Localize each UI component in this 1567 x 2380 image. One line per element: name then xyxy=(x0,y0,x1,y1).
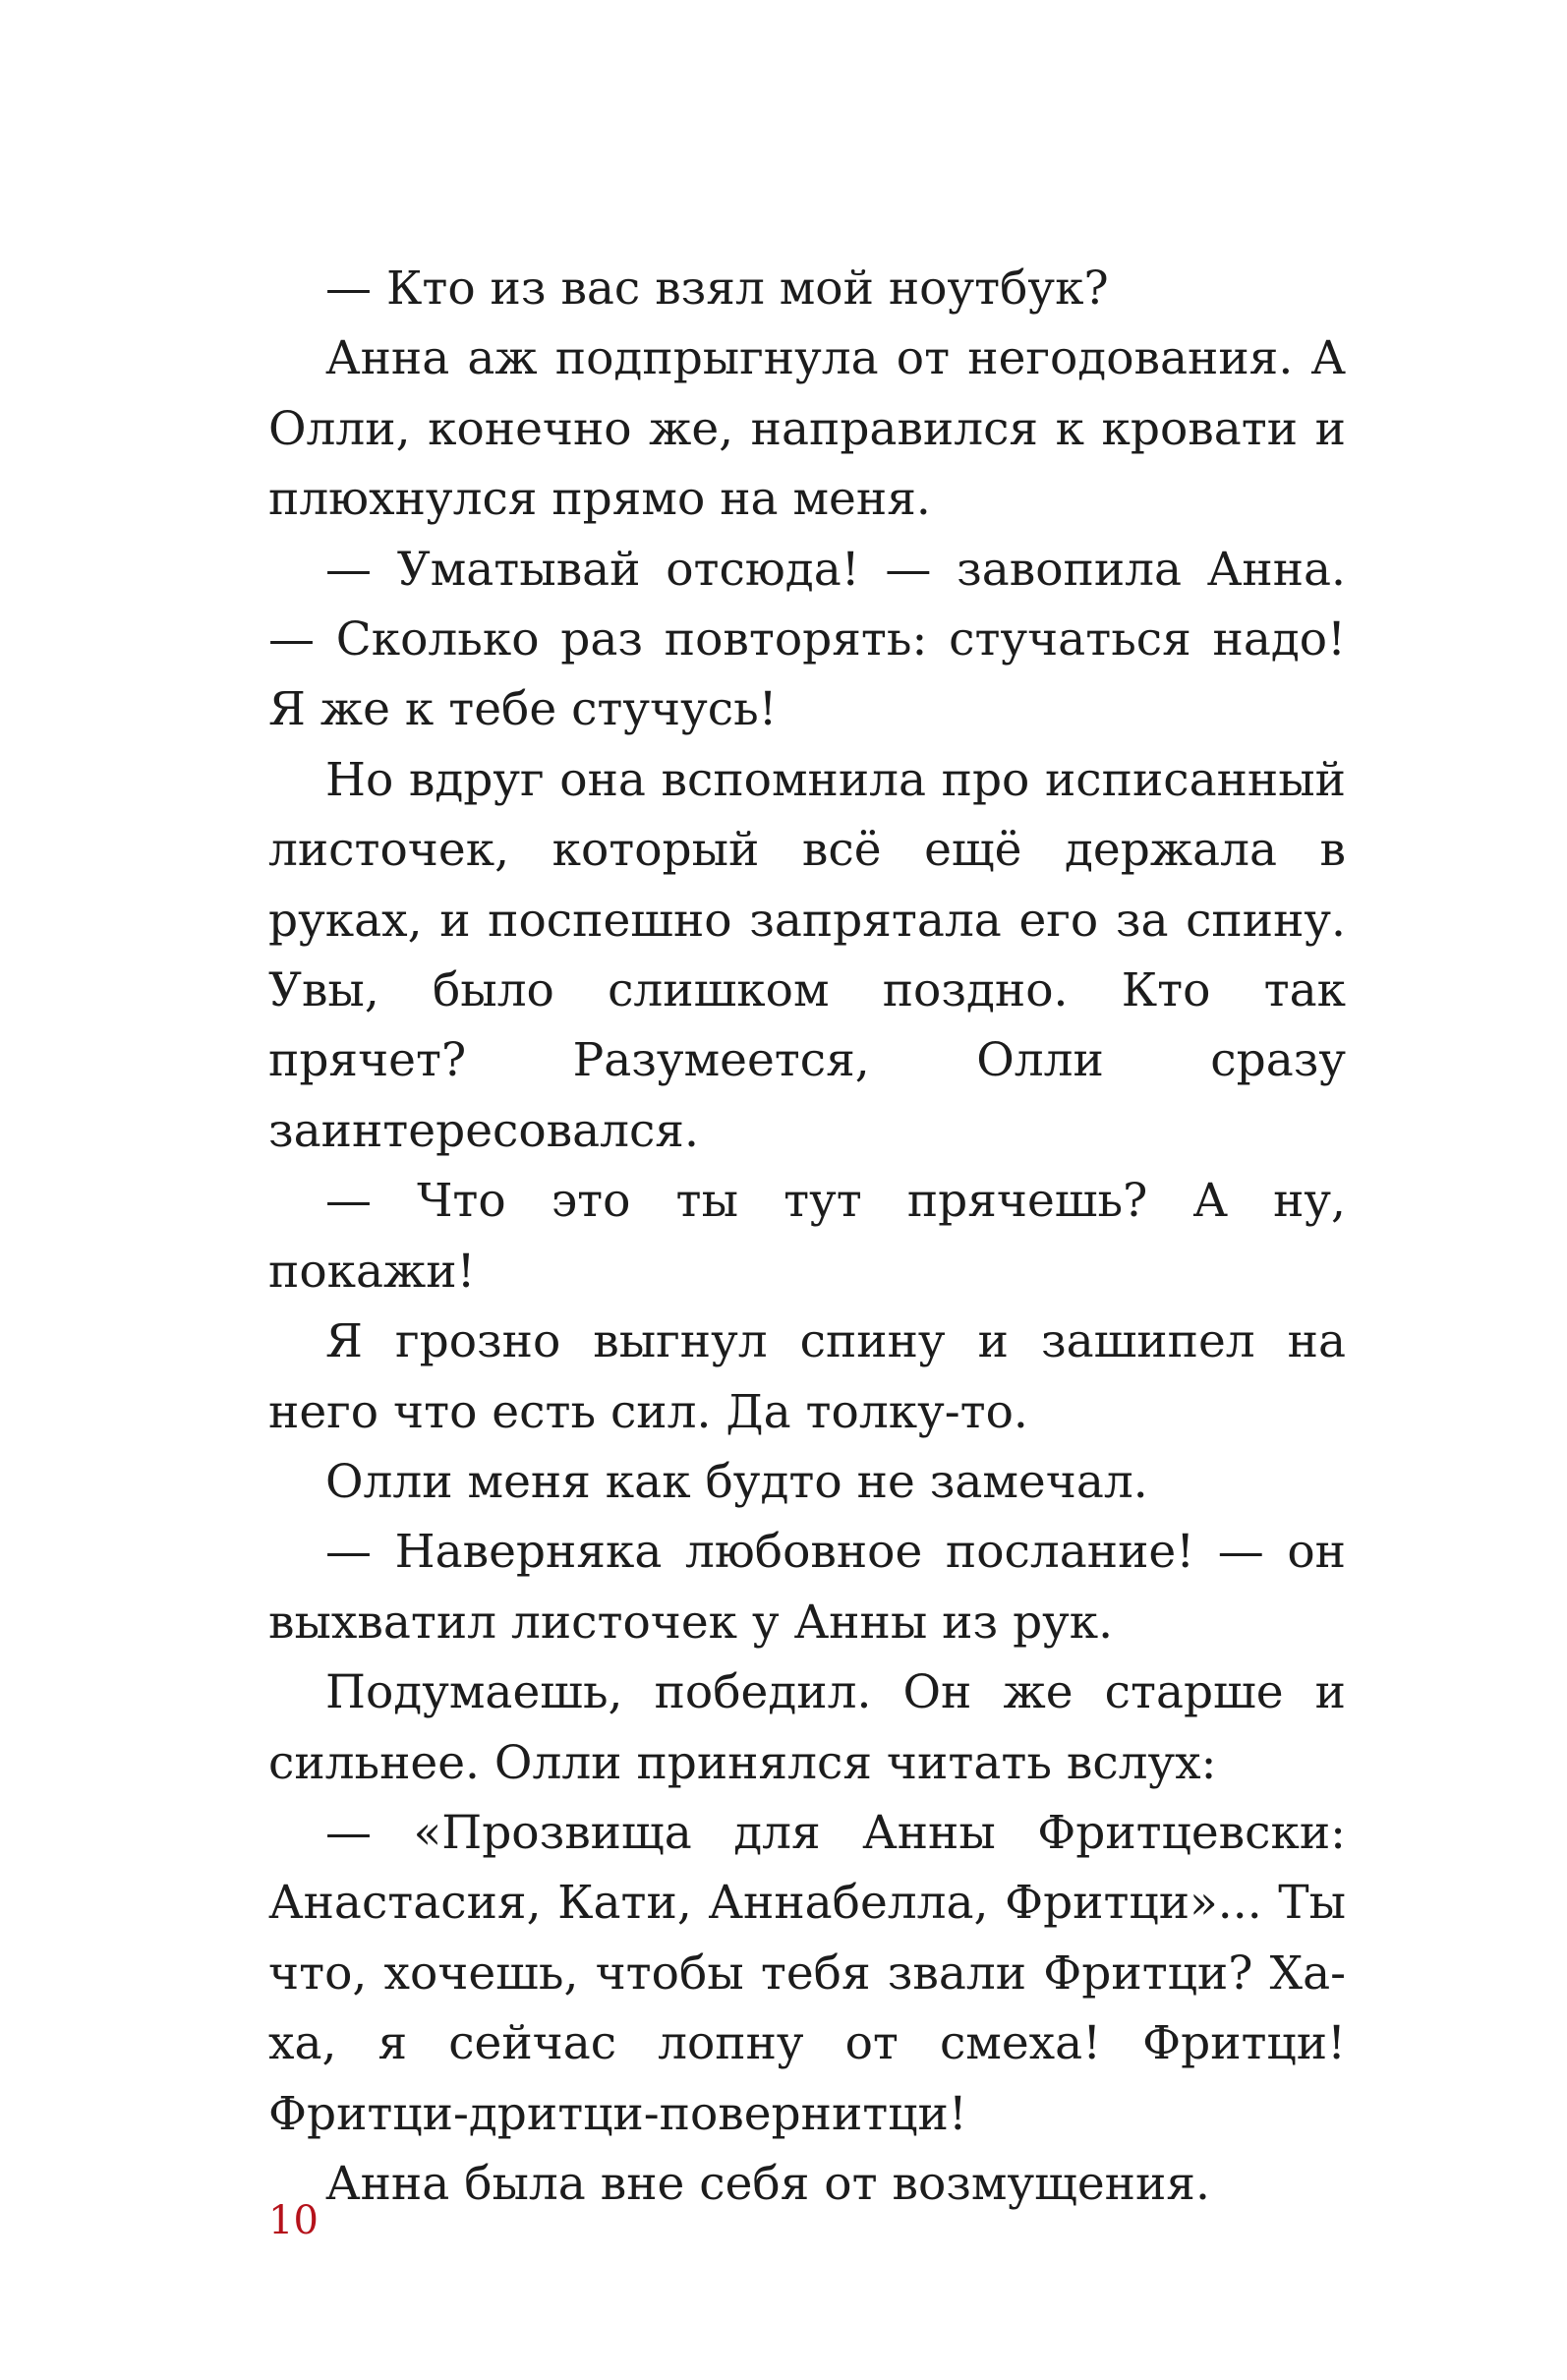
paragraph: Я грозно выгнул спину и зашипел на него что есть сил. Да толку-то. xyxy=(268,1314,1346,1439)
paragraph: Анна аж подпрыгнула от негодования. А Олли, конечно же, направился к кровати и плюхнулся прямо на меня. xyxy=(268,331,1346,527)
paragraph: Анна была вне себя от возмущения. xyxy=(325,2156,1210,2211)
paragraph: — Кто из вас взял мой ноутбук? xyxy=(325,261,1109,316)
paragraph: — Наверняка любовное послание! — он выхватил листочек у Анны из рук. xyxy=(268,1525,1346,1650)
paragraph: Но вдруг она вспомнила про исписанный листочек, который всё ещё держала в руках, и поспешно запрятала его за спину. Увы, было слишком поздно. Кто так прячет? Разумеется, Олли сразу заинтересовался. xyxy=(268,752,1346,1158)
paragraph: — «Прозвища для Анны Фритцевски: Анастасия, Кати, Аннабелла, Фритци»... Ты что, хочешь, чтобы тебя звали Фритци? Ха-ха, я сейчас лопну от смеха! Фритци! Фритци-дритци-повернитци! xyxy=(268,1805,1346,2141)
paragraph: — Уматывай отсюда! — завопила Анна. — Сколько раз повторять: стучаться надо! Я же к тебе стучусь! xyxy=(268,542,1346,737)
body-text xyxy=(268,254,1346,2219)
paragraph: — Что это ты тут прячешь? А ну, покажи! xyxy=(268,1174,1346,1299)
paragraph: Олли меня как будто не замечал. xyxy=(325,1454,1148,1509)
page-number: 10 xyxy=(268,2198,319,2243)
paragraph: Подумаешь, победил. Он же старше и сильнее. Олли принялся читать вслух: xyxy=(268,1665,1346,1790)
